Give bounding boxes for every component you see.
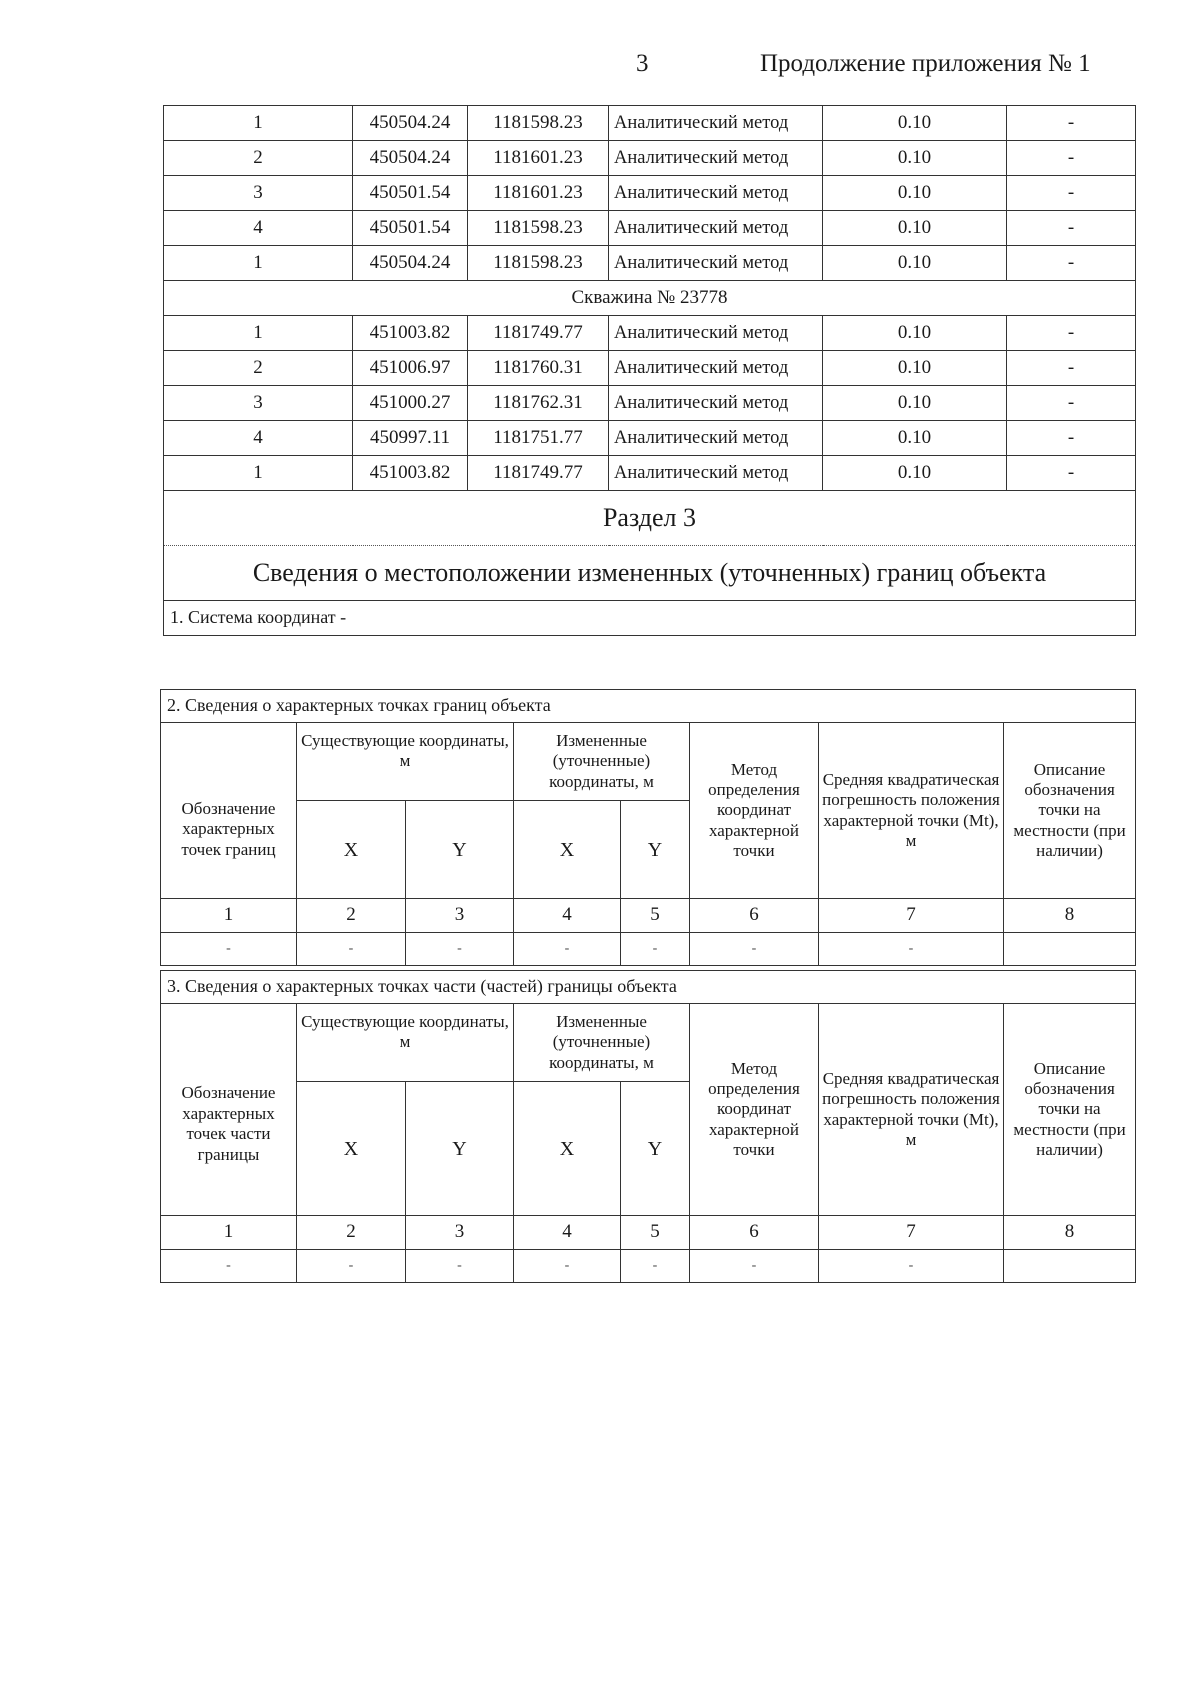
y-coordinate: 1181760.31 [468, 351, 609, 386]
column-number: 4 [514, 1216, 621, 1250]
section-subtitle-row [164, 546, 1136, 601]
point-number: 3 [164, 386, 353, 421]
empty-cell: - [621, 933, 690, 966]
coordinates-table [163, 105, 1136, 636]
y-coordinate: 1181601.23 [468, 141, 609, 176]
column-number: 2 [297, 1216, 406, 1250]
boundary-points-table [160, 689, 1136, 966]
y-coordinate: 1181751.77 [468, 421, 609, 456]
section-title-row [164, 491, 1136, 546]
method-cell: Аналитический метод [609, 456, 823, 491]
col-designation: Обозначение характерных точек части границы [161, 1004, 297, 1216]
accuracy-cell: 0.10 [823, 421, 1007, 456]
table-row [164, 211, 1136, 246]
col-designation: Обозначение характерных точек границ [161, 723, 297, 899]
empty-cell: - [406, 1250, 514, 1283]
y-coordinate: 1181749.77 [468, 316, 609, 351]
column-number: 3 [406, 899, 514, 933]
accuracy-cell: 0.10 [823, 456, 1007, 491]
col-existing-x: X [297, 801, 406, 899]
col-existing-coordinates: Существующие координаты, м [297, 723, 514, 801]
empty-cell: - [297, 1250, 406, 1283]
y-coordinate: 1181598.23 [468, 211, 609, 246]
col-changed-coordinates: Измененные (уточненные) координаты, м [514, 1004, 690, 1082]
y-coordinate: 1181749.77 [468, 456, 609, 491]
col-description: Описание обозначения точки на местности (при наличии) [1004, 723, 1136, 899]
point-number: 3 [164, 176, 353, 211]
empty-data-row [161, 933, 1136, 966]
description-cell: - [1007, 316, 1136, 351]
coord-system: 1. Система координат - [164, 601, 1136, 636]
col-changed-x: X [514, 1082, 621, 1216]
accuracy-cell: 0.10 [823, 211, 1007, 246]
table-row [164, 351, 1136, 386]
column-number: 3 [406, 1216, 514, 1250]
empty-cell: - [690, 1250, 819, 1283]
table-row [164, 421, 1136, 456]
empty-cell: - [161, 933, 297, 966]
part-boundary-points-table [160, 970, 1136, 1283]
col-accuracy: Средняя квадратическая погрешность положения характерной точки (Mt), м [819, 723, 1004, 899]
point-number: 1 [164, 316, 353, 351]
description-cell: - [1007, 386, 1136, 421]
empty-cell [1004, 933, 1136, 966]
x-coordinate: 450501.54 [353, 176, 468, 211]
y-coordinate: 1181762.31 [468, 386, 609, 421]
x-coordinate: 450504.24 [353, 246, 468, 281]
column-number: 8 [1004, 1216, 1136, 1250]
method-cell: Аналитический метод [609, 211, 823, 246]
empty-cell: - [690, 933, 819, 966]
page-number: 3 [636, 50, 649, 77]
col-existing-x: X [297, 1082, 406, 1216]
table-row [164, 106, 1136, 141]
col-changed-x: X [514, 801, 621, 899]
accuracy-cell: 0.10 [823, 351, 1007, 386]
x-coordinate: 451003.82 [353, 456, 468, 491]
table-row [164, 246, 1136, 281]
y-coordinate: 1181598.23 [468, 246, 609, 281]
column-number: 7 [819, 899, 1004, 933]
x-coordinate: 450501.54 [353, 211, 468, 246]
description-cell: - [1007, 176, 1136, 211]
point-number: 2 [164, 351, 353, 386]
column-number: 2 [297, 899, 406, 933]
column-number: 7 [819, 1216, 1004, 1250]
column-number: 8 [1004, 899, 1136, 933]
description-cell: - [1007, 211, 1136, 246]
col-changed-y: Y [621, 801, 690, 899]
section-label-row [161, 690, 1136, 723]
continuation-title: Продолжение приложения № 1 [760, 50, 1091, 77]
description-cell: - [1007, 246, 1136, 281]
method-cell: Аналитический метод [609, 246, 823, 281]
accuracy-cell: 0.10 [823, 316, 1007, 351]
point-number: 1 [164, 246, 353, 281]
empty-cell: - [161, 1250, 297, 1283]
x-coordinate: 450504.24 [353, 141, 468, 176]
col-accuracy: Средняя квадратическая погрешность положения характерной точки (Mt), м [819, 1004, 1004, 1216]
group1-rows [164, 106, 1136, 281]
section-label: 2. Сведения о характерных точках границ объекта [161, 690, 1136, 723]
method-cell: Аналитический метод [609, 351, 823, 386]
y-coordinate: 1181598.23 [468, 106, 609, 141]
point-number: 4 [164, 211, 353, 246]
accuracy-cell: 0.10 [823, 141, 1007, 176]
col-existing-y: Y [406, 801, 514, 899]
table-row [164, 316, 1136, 351]
empty-data-row [161, 1250, 1136, 1283]
x-coordinate: 450997.11 [353, 421, 468, 456]
empty-cell: - [514, 933, 621, 966]
section-title: Раздел 3 [164, 491, 1136, 546]
well-title-row [164, 281, 1136, 316]
section-subtitle: Сведения о местоположении измененных (уточненных) границ объекта [164, 546, 1136, 601]
table-row [164, 176, 1136, 211]
table-row [164, 386, 1136, 421]
section-label-row [161, 971, 1136, 1004]
point-number: 2 [164, 141, 353, 176]
x-coordinate: 451000.27 [353, 386, 468, 421]
column-numbers-row [161, 1216, 1136, 1250]
point-number: 1 [164, 106, 353, 141]
col-changed-coordinates: Измененные (уточненные) координаты, м [514, 723, 690, 801]
column-number: 1 [161, 899, 297, 933]
column-number: 4 [514, 899, 621, 933]
header-row [161, 723, 1136, 801]
point-number: 1 [164, 456, 353, 491]
column-number: 6 [690, 899, 819, 933]
column-number: 6 [690, 1216, 819, 1250]
group2-rows [164, 316, 1136, 491]
col-changed-y: Y [621, 1082, 690, 1216]
empty-cell: - [297, 933, 406, 966]
method-cell: Аналитический метод [609, 176, 823, 211]
empty-cell: - [819, 1250, 1004, 1283]
x-coordinate: 451003.82 [353, 316, 468, 351]
coord-system-row [164, 601, 1136, 636]
table-row [164, 141, 1136, 176]
accuracy-cell: 0.10 [823, 106, 1007, 141]
empty-cell [1004, 1250, 1136, 1283]
description-cell: - [1007, 351, 1136, 386]
empty-cell: - [621, 1250, 690, 1283]
method-cell: Аналитический метод [609, 141, 823, 176]
accuracy-cell: 0.10 [823, 246, 1007, 281]
header-row [161, 1004, 1136, 1082]
empty-cell: - [819, 933, 1004, 966]
col-method: Метод определения координат характерной точки [690, 723, 819, 899]
accuracy-cell: 0.10 [823, 386, 1007, 421]
empty-cell: - [514, 1250, 621, 1283]
description-cell: - [1007, 456, 1136, 491]
point-number: 4 [164, 421, 353, 456]
column-numbers-row [161, 899, 1136, 933]
method-cell: Аналитический метод [609, 316, 823, 351]
description-cell: - [1007, 106, 1136, 141]
x-coordinate: 451006.97 [353, 351, 468, 386]
col-existing-coordinates: Существующие координаты, м [297, 1004, 514, 1082]
column-number: 5 [621, 1216, 690, 1250]
column-number: 5 [621, 899, 690, 933]
table-row [164, 456, 1136, 491]
x-coordinate: 450504.24 [353, 106, 468, 141]
column-number: 1 [161, 1216, 297, 1250]
well-title: Скважина № 23778 [164, 281, 1136, 316]
empty-cell: - [406, 933, 514, 966]
accuracy-cell: 0.10 [823, 176, 1007, 211]
col-description: Описание обозначения точки на местности (при наличии) [1004, 1004, 1136, 1216]
description-cell: - [1007, 141, 1136, 176]
method-cell: Аналитический метод [609, 386, 823, 421]
col-method: Метод определения координат характерной точки [690, 1004, 819, 1216]
description-cell: - [1007, 421, 1136, 456]
y-coordinate: 1181601.23 [468, 176, 609, 211]
method-cell: Аналитический метод [609, 106, 823, 141]
col-existing-y: Y [406, 1082, 514, 1216]
section-label: 3. Сведения о характерных точках части (частей) границы объекта [161, 971, 1136, 1004]
method-cell: Аналитический метод [609, 421, 823, 456]
